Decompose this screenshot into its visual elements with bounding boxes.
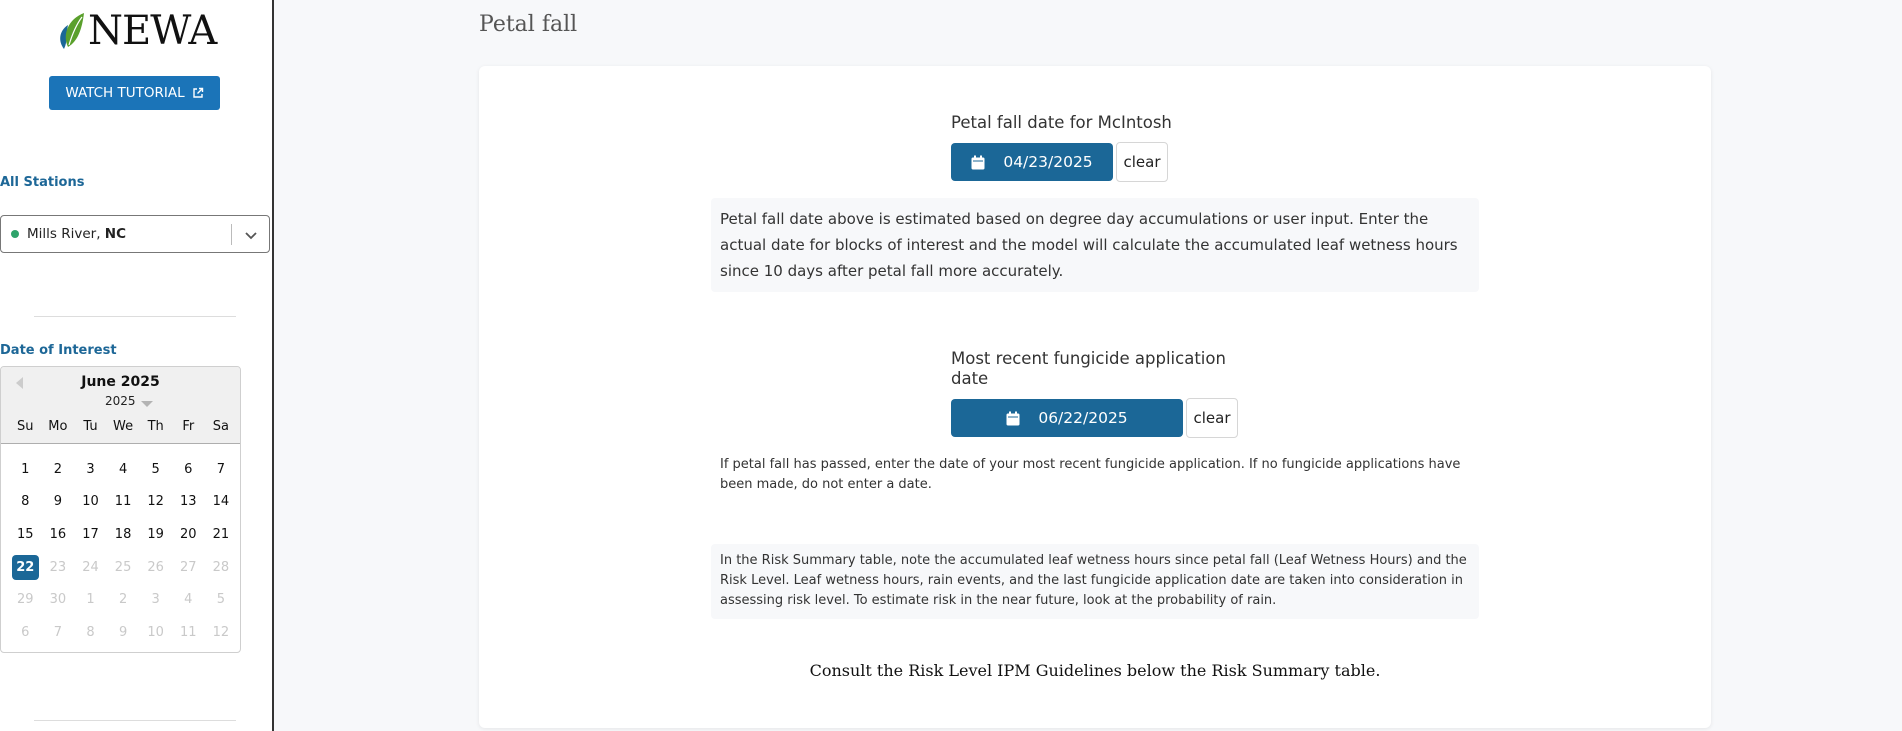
calendar-day: 4 (184, 592, 193, 608)
calendar-day: 23 (49, 559, 67, 575)
station-select[interactable] (0, 215, 270, 253)
calendar-day[interactable]: 15 (17, 526, 34, 542)
calendar-day: 3 (151, 592, 160, 608)
calendar-day[interactable]: 18 (114, 526, 132, 542)
calendar-day[interactable]: 20 (179, 526, 197, 542)
date-picker-calendar (0, 366, 241, 653)
calendar-week-row (9, 583, 237, 616)
consult-guidelines-text: Consult the Risk Level IPM Guidelines below the Risk Summary table. (809, 661, 1381, 680)
calendar-day[interactable]: 19 (147, 526, 164, 542)
calendar-day[interactable]: 13 (179, 494, 197, 510)
weekday-label: Su (17, 419, 34, 434)
petal-fall-card (479, 66, 1711, 728)
fungicide-date-label: Most recent fungicide application date (951, 349, 1226, 388)
newa-logo[interactable] (56, 10, 216, 52)
calendar-day: 25 (114, 559, 132, 575)
calendar-month: June 2025 (81, 374, 160, 390)
external-link-icon (192, 87, 204, 99)
watch-tutorial-button[interactable] (49, 76, 220, 110)
calendar-day: 9 (118, 624, 128, 640)
calendar-week-row (9, 518, 237, 551)
fungicide-date-button[interactable] (951, 399, 1183, 437)
calendar-day[interactable]: 11 (114, 494, 132, 510)
calendar-day: 30 (49, 592, 67, 608)
all-stations-label: All Stations (0, 175, 85, 190)
sidebar (0, 0, 274, 731)
fungicide-note: If petal fall has passed, enter the date of your most recent fungicide application. If no fungicide applications have been made, do not enter a date. (720, 457, 1461, 492)
calendar-day[interactable]: 2 (53, 461, 63, 477)
watch-tutorial-label: WATCH TUTORIAL (65, 85, 185, 101)
calendar-day-selected[interactable]: 22 (12, 555, 39, 580)
calendar-day[interactable]: 14 (212, 494, 230, 510)
calendar-day: 26 (147, 559, 164, 575)
date-of-interest-label: Date of Interest (0, 343, 117, 358)
calendar-icon (1006, 411, 1020, 426)
risk-summary-note: In the Risk Summary table, note the accumulated leaf wetness hours since petal fall (Leaf Wetness Hours) and the Risk Level. Leaf wetness hours, rain events, and the last fungicide application date are taken into consideration in assessing risk level. To estimate risk in the near future, look at the probability of rain. (711, 544, 1479, 619)
calendar-day: 2 (118, 592, 128, 608)
calendar-day[interactable]: 5 (151, 461, 160, 477)
calendar-week-row (9, 453, 237, 486)
calendar-day: 12 (212, 624, 230, 640)
calendar-day: 8 (86, 624, 95, 640)
weekday-label: Th (147, 419, 164, 434)
calendar-icon (971, 155, 985, 170)
calendar-week-row (9, 551, 237, 584)
calendar-week-row (9, 616, 237, 649)
calendar-week-row (9, 486, 237, 519)
petal-fall-clear-button[interactable]: clear (1116, 142, 1168, 182)
weekday-label: We (113, 419, 134, 434)
calendar-day: 28 (212, 559, 230, 575)
calendar-day: 6 (21, 624, 30, 640)
calendar-day[interactable]: 17 (82, 526, 99, 542)
calendar-day[interactable]: 3 (86, 461, 95, 477)
year-dropdown[interactable]: 2025 (105, 394, 136, 408)
calendar-day[interactable]: 9 (53, 494, 63, 510)
petal-fall-date-value: 04/23/2025 (1003, 153, 1093, 171)
calendar-day: 27 (179, 559, 197, 575)
calendar-day[interactable]: 10 (82, 494, 99, 510)
calendar-day[interactable]: 7 (216, 461, 225, 477)
calendar-day[interactable]: 12 (147, 494, 164, 510)
station-name: Mills River, NC (27, 226, 127, 242)
year-caret-icon[interactable] (141, 401, 153, 407)
calendar-day[interactable]: 16 (49, 526, 67, 542)
sidebar-divider (34, 316, 236, 317)
calendar-day: 24 (82, 559, 99, 575)
calendar-grid (9, 453, 237, 649)
calendar-day: 29 (17, 592, 34, 608)
calendar-day: 7 (53, 624, 63, 640)
calendar-day[interactable]: 6 (184, 461, 193, 477)
fungicide-clear-button[interactable]: clear (1186, 398, 1238, 438)
weekday-label: Mo (48, 419, 68, 434)
petal-fall-date-label: Petal fall date for McIntosh (951, 113, 1172, 132)
calendar-day[interactable]: 1 (21, 461, 30, 477)
leaf-drop-logo-icon (56, 11, 86, 51)
calendar-day: 1 (86, 592, 95, 608)
weekday-header-row (9, 419, 237, 434)
chevron-down-icon[interactable] (244, 228, 258, 242)
weekday-label: Tu (83, 419, 98, 434)
sidebar-divider-bottom (34, 720, 236, 721)
calendar-day: 10 (147, 624, 164, 640)
calendar-day[interactable]: 4 (118, 461, 128, 477)
logo-text: NEWA (88, 8, 217, 54)
calendar-day: 11 (179, 624, 197, 640)
fungicide-date-value: 06/22/2025 (1038, 409, 1128, 427)
station-status-dot (11, 230, 19, 238)
page-title: Petal fall (479, 12, 578, 37)
calendar-header (1, 367, 240, 444)
petal-fall-note: Petal fall date above is estimated based on degree day accumulations or user input. Enter the actual date for blocks of interest and the model will calculate the accumulated leaf wetness hours since 10 days after petal fall more accurately. (711, 198, 1479, 292)
calendar-day[interactable]: 21 (212, 526, 230, 542)
petal-fall-date-button[interactable] (951, 143, 1113, 181)
weekday-label: Sa (212, 419, 229, 434)
calendar-day[interactable]: 8 (21, 494, 30, 510)
calendar-day: 5 (216, 592, 225, 608)
weekday-label: Fr (182, 419, 195, 434)
select-separator (231, 224, 232, 245)
